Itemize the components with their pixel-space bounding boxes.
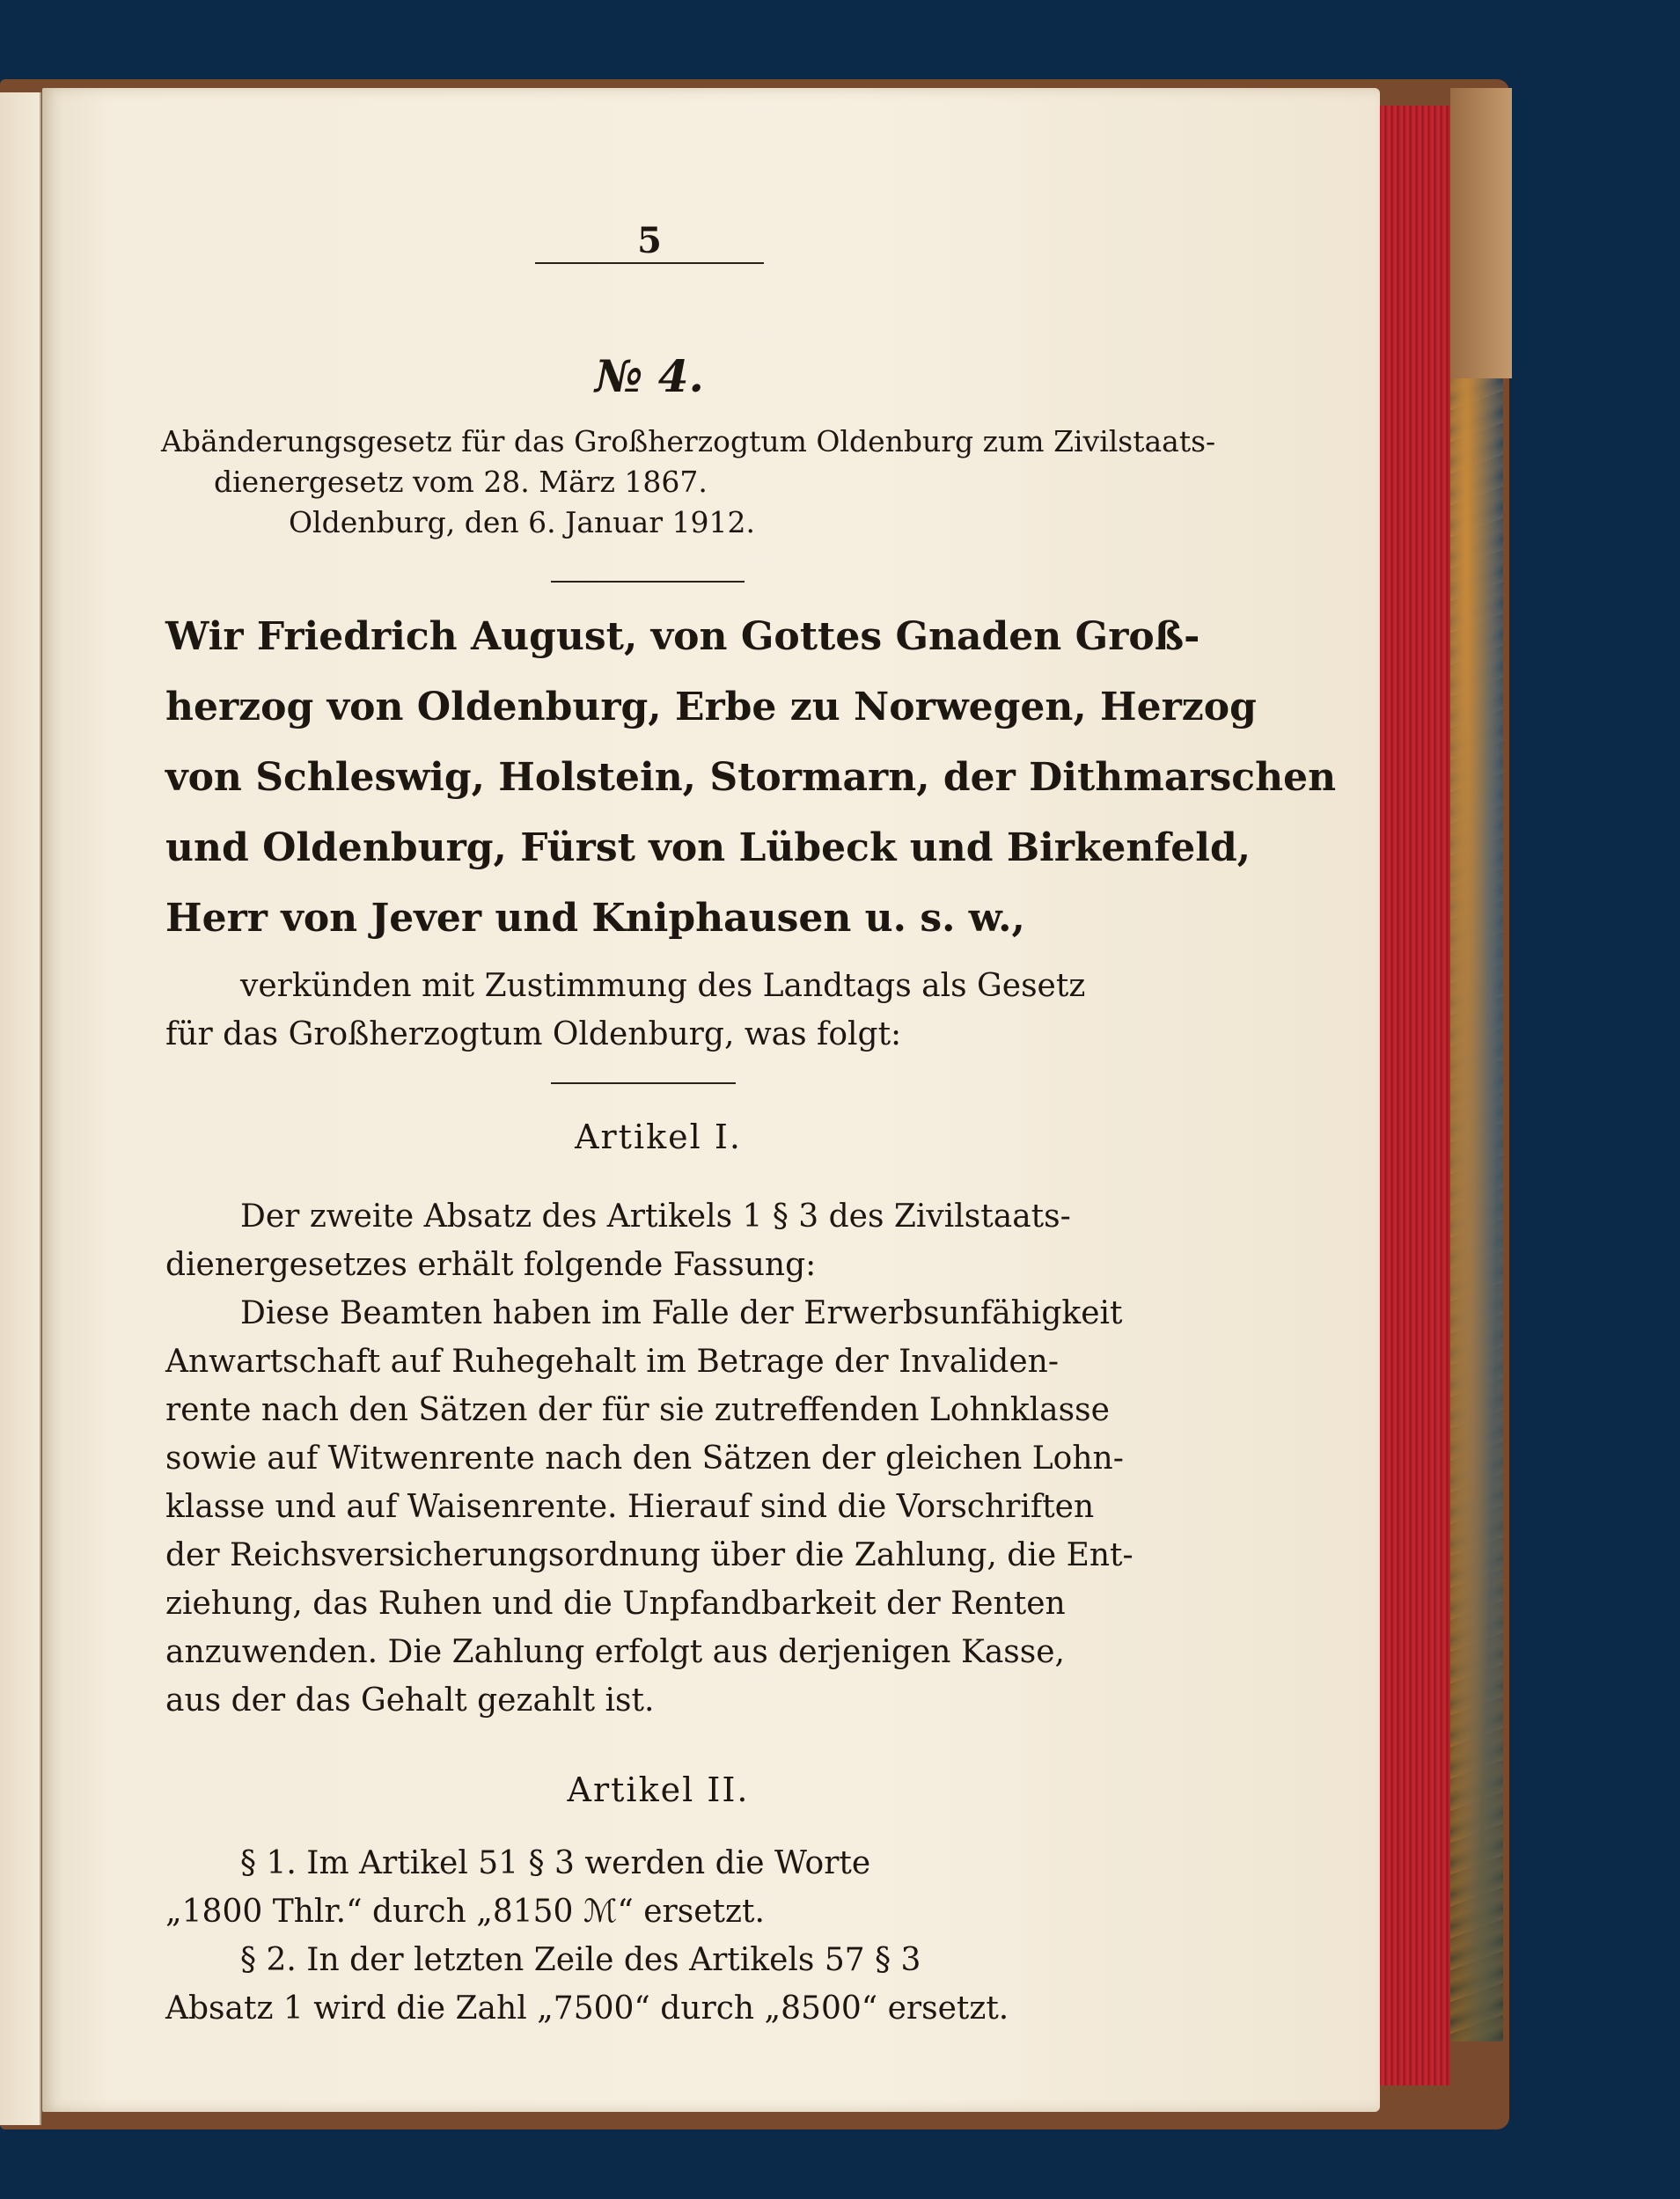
article-2-line: „1800 Thlr.“ durch „8150 ℳ“ ersetzt. [165, 1894, 765, 1930]
enactment-line-2: für das Großherzogtum Oldenburg, was folgt: [165, 1016, 902, 1052]
preamble-line-2: herzog von Oldenburg, Erbe zu Norwegen, Herzog [165, 685, 1257, 729]
leather-spine [1450, 88, 1512, 378]
article-1-line: dienergesetzes erhält folgende Fassung: [165, 1247, 817, 1283]
article-2-heading: Artikel II. [567, 1770, 750, 1809]
article-1-line: klasse und auf Waisenrente. Hierauf sind die Vorschriften [165, 1489, 1095, 1525]
enactment-line-1: verkünden mit Zustimmung des Landtags als Gesetz [240, 968, 1086, 1004]
marbled-cover [1450, 378, 1503, 2041]
article-1-line: aus der das Gehalt gezahlt ist. [165, 1682, 655, 1719]
preamble-line-1: Wir Friedrich August, von Gottes Gnaden Groß- [165, 614, 1200, 659]
divider [551, 581, 745, 583]
left-page-edge [0, 92, 41, 2125]
preamble-line-4: und Oldenburg, Fürst von Lübeck und Birkenfeld, [165, 825, 1251, 870]
article-1-line: rente nach den Sätzen der für sie zutreffenden Lohnklasse [165, 1392, 1110, 1428]
page-text [42, 88, 1380, 2112]
place-date: Oldenburg, den 6. Januar 1912. [289, 505, 755, 539]
preamble-line-3: von Schleswig, Holstein, Stormarn, der Dithmarschen [165, 755, 1337, 800]
article-1-line: ziehung, das Ruhen und die Unpfandbarkeit der Renten [165, 1586, 1066, 1622]
article-1-line: der Reichsversicherungsordnung über die Zahlung, die Ent- [165, 1537, 1133, 1573]
article-1-line: sowie auf Witwenrente nach den Sätzen der gleichen Lohn- [165, 1440, 1124, 1477]
article-1-line: Der zweite Absatz des Artikels 1 § 3 des Zivilstaats- [240, 1198, 1071, 1235]
article-1-heading: Artikel I. [575, 1118, 742, 1156]
article-1-line: anzuwenden. Die Zahlung erfolgt aus derjenigen Kasse, [165, 1634, 1065, 1670]
law-title-line-1: Abänderungsgesetz für das Großherzogtum Oldenburg zum Zivilstaats- [161, 424, 1216, 458]
page-number: 5 [637, 220, 662, 261]
preamble-line-5: Herr von Jever und Kniphausen u. s. w., [165, 896, 1025, 941]
red-page-edges [1380, 106, 1450, 2085]
article-1-line: Diese Beamten haben im Falle der Erwerbsunfähigkeit [240, 1295, 1123, 1331]
article-2-line: § 1. Im Artikel 51 § 3 werden die Worte [240, 1845, 871, 1881]
article-1-line: Anwartschaft auf Ruhegehalt im Betrage der Invaliden- [165, 1344, 1059, 1380]
law-title-line-2: dienergesetz vom 28. März 1867. [214, 465, 708, 499]
divider [551, 1082, 736, 1084]
article-2-line: § 2. In der letzten Zeile des Artikels 57 § 3 [240, 1942, 921, 1978]
article-2-line: Absatz 1 wird die Zahl „7500“ durch „8500“ ersetzt. [165, 1990, 1009, 2027]
divider [535, 262, 764, 264]
law-number: № 4. [595, 350, 704, 402]
